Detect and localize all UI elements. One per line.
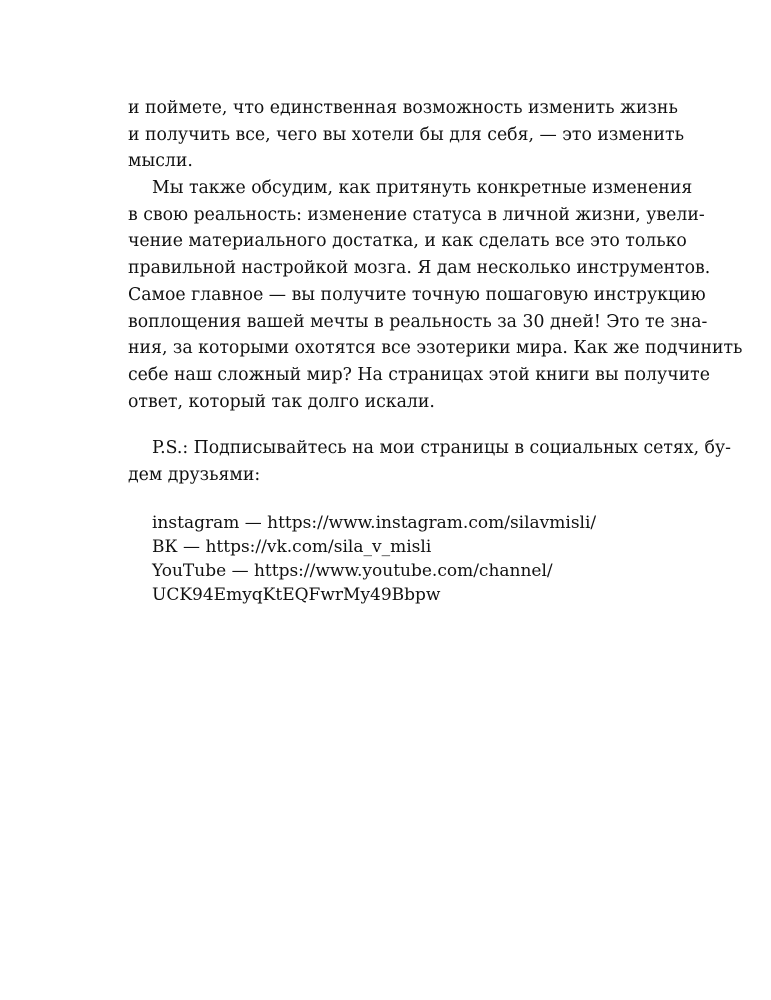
paragraph-changes	[128, 175, 743, 415]
text-line: Мы также обсудим, как притянуть конкретные изменения	[152, 178, 693, 199]
page-text	[128, 95, 743, 607]
social-links	[128, 511, 676, 607]
text-line: ния, за которыми охотятся все эзотерики мира. Как же подчинить	[128, 338, 743, 359]
text-line: P.S.: Подписывайтесь на мои страницы в социальных сетях, бу-	[152, 438, 731, 459]
text-line: в свою реальность: изменение статуса в личной жизни, увели-	[128, 204, 705, 225]
instagram-link[interactable]: instagram — https://www.instagram.com/silavmisli/	[152, 512, 597, 533]
text-line: воплощения вашей мечты в реальность за 30 дней! Это те зна-	[128, 311, 708, 332]
vk-link[interactable]: ВК — https://vk.com/sila_v_misli	[152, 536, 432, 557]
paragraph-postscript	[128, 435, 731, 488]
text-line: себе наш сложный мир? На страницах этой книги вы получите	[128, 364, 710, 385]
text-line: чение материального достатка, и как сделать все это только	[128, 231, 687, 252]
text-line: ответ, который так долго искали.	[128, 391, 435, 412]
paragraph-intro	[128, 95, 685, 175]
text-line: дем друзьями:	[128, 464, 261, 485]
text-line: правильной настройкой мозга. Я дам несколько инструментов.	[128, 258, 711, 279]
youtube-link-continued[interactable]: UCK94EmyqKtEQFwrMy49Bbpw	[152, 584, 441, 605]
text-line: и поймете, что единственная возможность изменить жизнь	[128, 98, 678, 118]
text-line: мысли.	[128, 151, 193, 172]
text-line: Самое главное — вы получите точную пошаговую инструкцию	[128, 284, 706, 305]
text-line: и получить все, чего вы хотели бы для себя, — это изменить	[128, 124, 685, 145]
youtube-link[interactable]: YouTube — https://www.youtube.com/channel/	[152, 560, 553, 581]
